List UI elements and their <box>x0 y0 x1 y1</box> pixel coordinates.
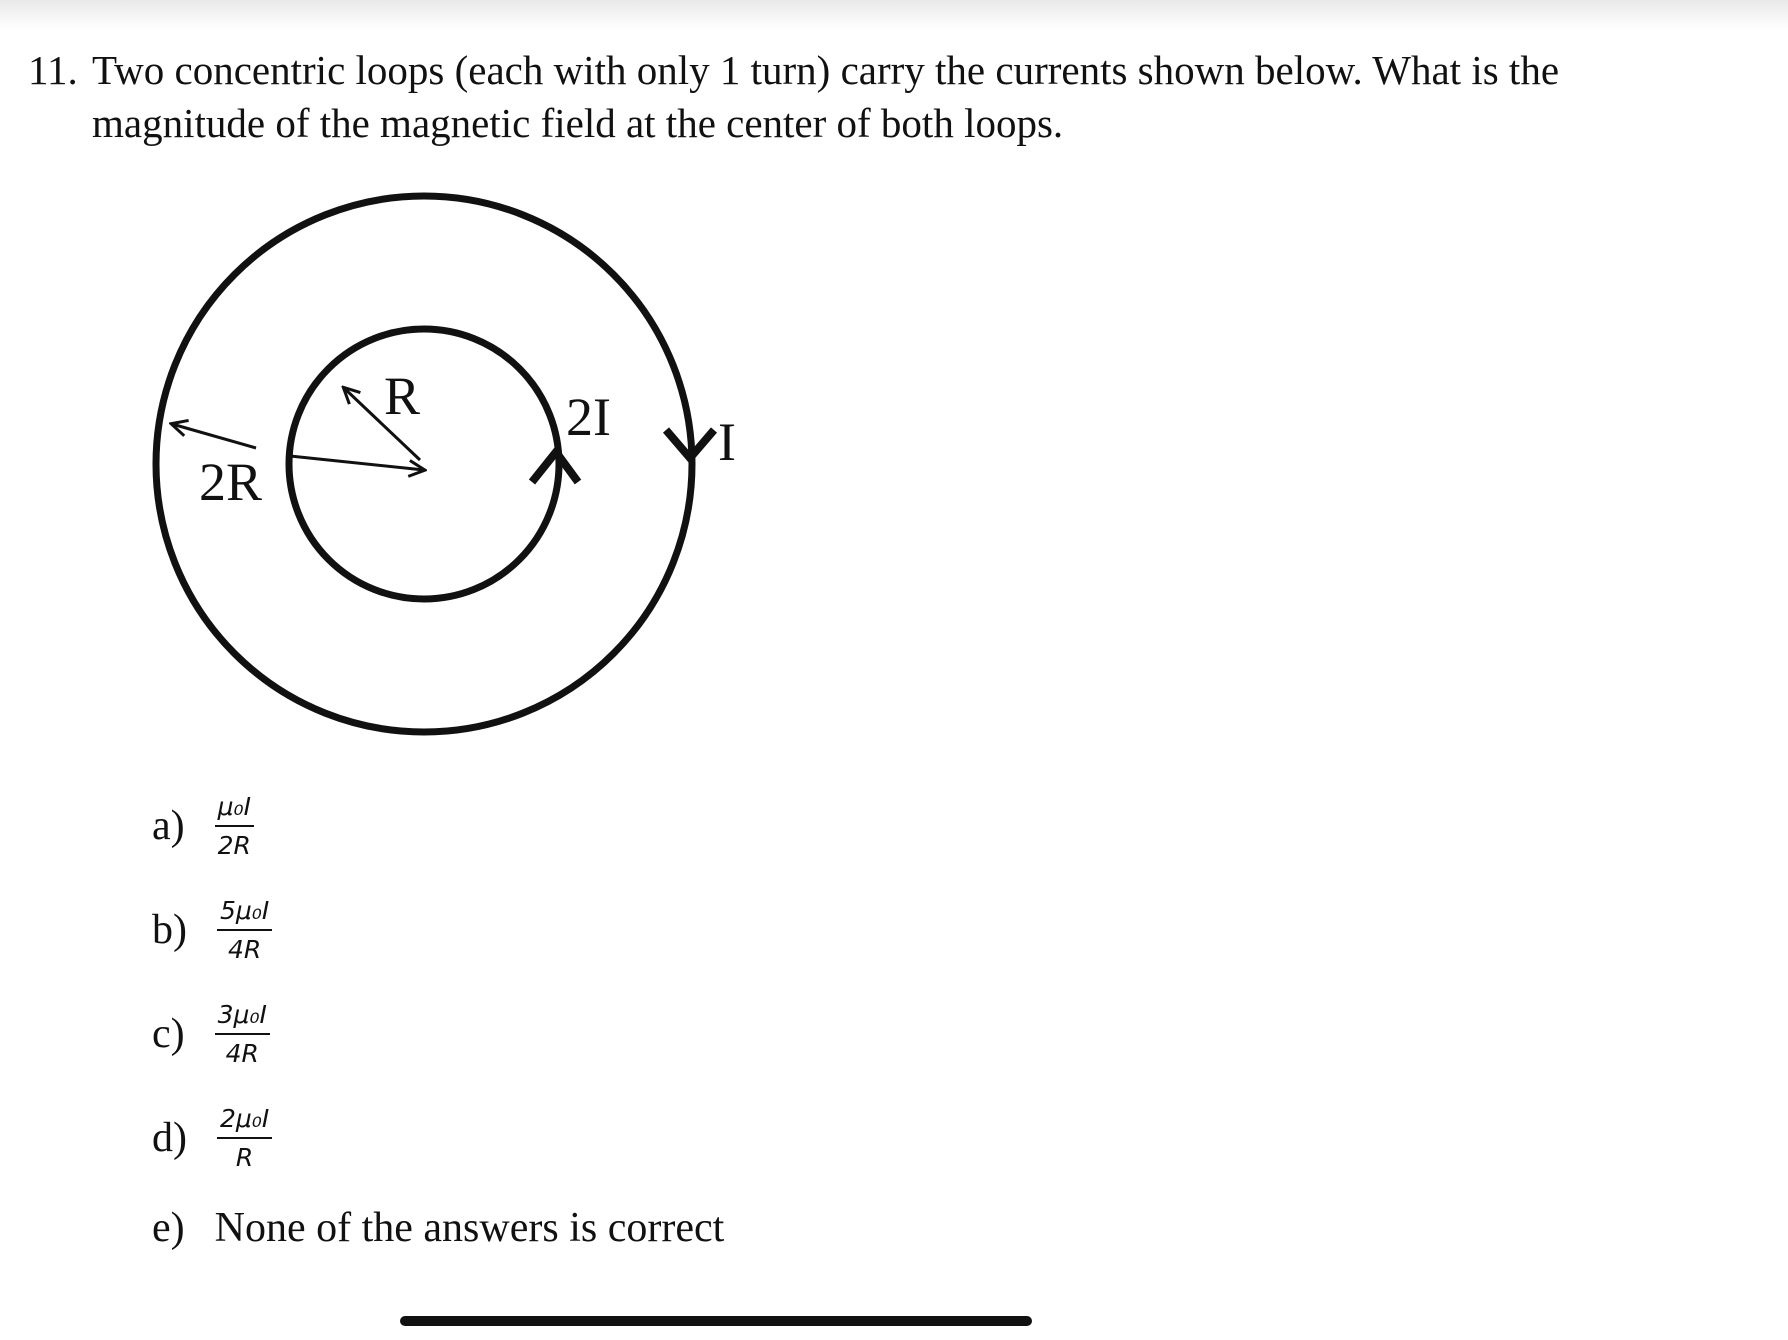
choice-d[interactable] <box>152 1088 272 1188</box>
fraction <box>215 1000 270 1069</box>
fraction-denominator: 4R <box>227 934 262 964</box>
fraction-numerator: 2μ₀I <box>217 1104 272 1139</box>
inner-loop <box>289 329 559 599</box>
choice-letter: a) <box>152 803 185 849</box>
fraction-denominator: R <box>235 1142 254 1172</box>
fraction <box>217 1104 272 1173</box>
fraction-numerator: μ₀I <box>215 792 254 827</box>
question-number: 11. <box>28 47 78 93</box>
choice-a[interactable] <box>152 776 254 876</box>
fraction-numerator: 3μ₀I <box>215 1000 270 1035</box>
inner-radius-label: R <box>384 366 421 426</box>
choice-c[interactable] <box>152 984 270 1084</box>
choice-letter: e) <box>152 1205 185 1251</box>
question-text-line1: Two concentric loops (each with only 1 turn) carry the currents shown below. What is the <box>92 47 1560 93</box>
choice-letter: d) <box>152 1115 187 1161</box>
outer-radius-label: 2R <box>199 452 263 512</box>
fraction <box>215 792 254 861</box>
choice-text: None of the answers is correct <box>214 1205 725 1251</box>
outer-radius-arrow-right <box>290 456 424 470</box>
choice-b[interactable] <box>152 880 272 980</box>
question-text-line2: magnitude of the magnetic field at the center of both loops. <box>92 100 1064 146</box>
outer-radius-arrow-left <box>172 424 256 448</box>
fraction-denominator: 4R <box>225 1038 259 1068</box>
fraction <box>217 896 272 965</box>
outer-current-label: I <box>718 412 736 472</box>
choice-letter: b) <box>152 907 187 953</box>
choice-e[interactable] <box>152 1178 724 1278</box>
inner-current-label: 2I <box>566 387 611 447</box>
fraction-denominator: 2R <box>217 830 251 860</box>
fraction-numerator: 5μ₀I <box>217 896 272 931</box>
home-indicator[interactable] <box>400 1316 1032 1326</box>
choice-letter: c) <box>152 1011 185 1057</box>
